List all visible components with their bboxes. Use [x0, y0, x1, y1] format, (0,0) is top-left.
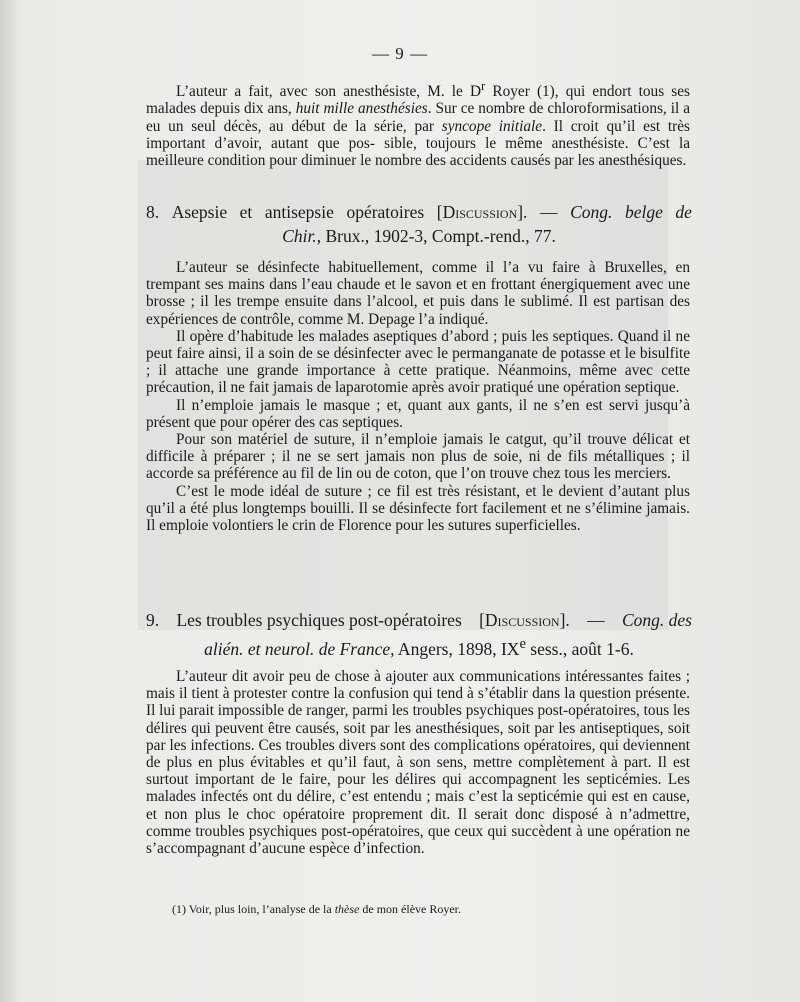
- section-number: 8.: [146, 202, 160, 222]
- text-line: Royer (1), qui endort: [485, 83, 632, 101]
- heading-word: de: [675, 202, 692, 222]
- heading-source: sess., août 1-6.: [525, 638, 634, 659]
- heading-line: [146, 200, 692, 224]
- italic-text: thèse: [334, 902, 360, 916]
- heading-source: , Brux., 1902-3, Compt.-rend., 77.: [316, 226, 556, 246]
- heading-word: alién. et neurol. de France,: [204, 638, 395, 659]
- superscript: r: [481, 79, 486, 93]
- paragraph-text: Il opère d’habitude les malades aseptiques d’abord ; puis les septiques. Quand il ne peut faire ainsi, il a soin de se désinfecter avec le permanganate de potasse et le bisulfite ; il attache une grande importance à cette pratique. Néanmoins, même avec cette précaution, il ne fait jamais de laparotomie après avoir pratiqué une opération septique.: [146, 327, 690, 397]
- text-line: diminuer le nombre des accidents causés par les anesthésiques.: [301, 151, 687, 169]
- discussion-tag: [Discussion].: [436, 202, 528, 222]
- section-8-body: [146, 259, 690, 534]
- footnote: [172, 902, 461, 917]
- dash: —: [540, 202, 558, 222]
- paragraph-text: [146, 78, 690, 169]
- heading-word: Chir.: [282, 226, 317, 246]
- section-9-heading: [146, 608, 692, 661]
- dash: —: [587, 610, 605, 630]
- heading-word: Asepsie: [171, 202, 228, 222]
- section-8-heading: [146, 200, 692, 248]
- heading-title: Les troubles psychiques post-opératoires: [176, 610, 462, 630]
- text-line: tous ses malades depuis dix ans,: [146, 83, 690, 118]
- page-number: — 9 —: [372, 44, 428, 63]
- section-9-body: [146, 668, 690, 857]
- italic-text: syncope initiale: [441, 117, 543, 135]
- discussion-tag: [Discussion].: [479, 610, 570, 630]
- heading-word: belge: [624, 202, 663, 222]
- paragraph-text: L’auteur se désinfecte habituellement, comme il l’a vu faire à Bruxelles, en trempant ses mains dans l’eau chaude et le savon et en frottant énergiquement avec une brosse ; il les trempe ensuite dans l’alcool, et puis dans le sublimé. Il est partisan des expériences de contrôle, comme M. Depage l’a indiqué.: [146, 259, 690, 328]
- heading-word: opératoires: [346, 202, 425, 222]
- paragraph-text: Pour son matériel de suture, il n’emploie jamais le catgut, qu’il trouve délicat et difficile à préparer ; il ne se sert jamais non plus de soie, ni de fils métalliques ; il accorde sa préférence au fil de lin ou de coton, que l’on trouve chez tous les merciers.: [146, 431, 690, 483]
- paragraph-text: L’auteur dit avoir peu de chose à ajouter aux communications intéressantes faites ; mais il tient à protester contre la confusion qui tend à s’établir dans la question présente. Il lui parait impossible de ranger, parmi les troubles psychiques post-opératoires, tous les délires qui peuvent être causés, soit par les anesthésiques, soit par les antiseptiques, soit par les infections. Ces troubles divers sont des complications opératoires, qui deviennent de plus en plus évitables et qu’il faut, à son sens, mettre complètement à part. Il est surtout important de le faire, pour les délires qui accompagnent les septicémies. Les malades infectés ont du délire, c’est entendu ; mais c’est la septicémie qui est en cause, et non plus le choc opératoire proprement dit. Il serait donc disposé à n’admettre, comme troubles psychiques post-opératoires, que ceux qui succèdent à une opération ne s’accompagnant d’aucune espèce d’infection.: [146, 668, 691, 858]
- heading-source: Angers, 1898, IX: [394, 638, 520, 659]
- section-number: 9.: [146, 610, 160, 630]
- footnote-text: de mon élève Royer.: [359, 902, 462, 916]
- text-line: . Il croit qu’il est très important d’avoir, autant que pos-: [146, 117, 690, 152]
- italic-text: huit mille anesthésies: [295, 100, 428, 118]
- text-line: de chloroformisations, il a eu un seul décès, au début de la série, par: [146, 100, 690, 135]
- heading-line: [146, 224, 692, 248]
- heading-word: antisepsie: [264, 202, 334, 222]
- text-line: . Sur ce nombre: [427, 100, 525, 118]
- intro-paragraph: [146, 78, 690, 169]
- text-line: sible, toujours le même anesthésiste. C’est la meilleure condition pour: [146, 134, 691, 169]
- heading-line: [146, 632, 692, 661]
- paragraph-text: C’est le mode idéal de suture ; ce fil est très résistant, et le devient d’autant plus qu’il a été plus longtemps bouilli. Il se désinfecte fort facilement et ne s’élimine jamais. Il emploie volontiers le crin de Florence pour les sutures superficielles.: [146, 482, 690, 535]
- heading-word: Cong.: [570, 202, 613, 222]
- heading-word: Cong. des: [621, 610, 692, 630]
- text-line: L’auteur a fait, avec son anesthésiste, M. le D: [176, 83, 482, 101]
- heading-line: [146, 608, 692, 632]
- heading-word: et: [239, 202, 253, 222]
- footnote-text: (1) Voir, plus loin, l’analyse de la: [172, 902, 335, 916]
- paragraph-text: Il n’emploie jamais le masque ; et, quant aux gants, il ne s’en est servi jusqu’à présent que pour opérer des cas septiques.: [146, 396, 690, 431]
- superscript: e: [519, 636, 526, 652]
